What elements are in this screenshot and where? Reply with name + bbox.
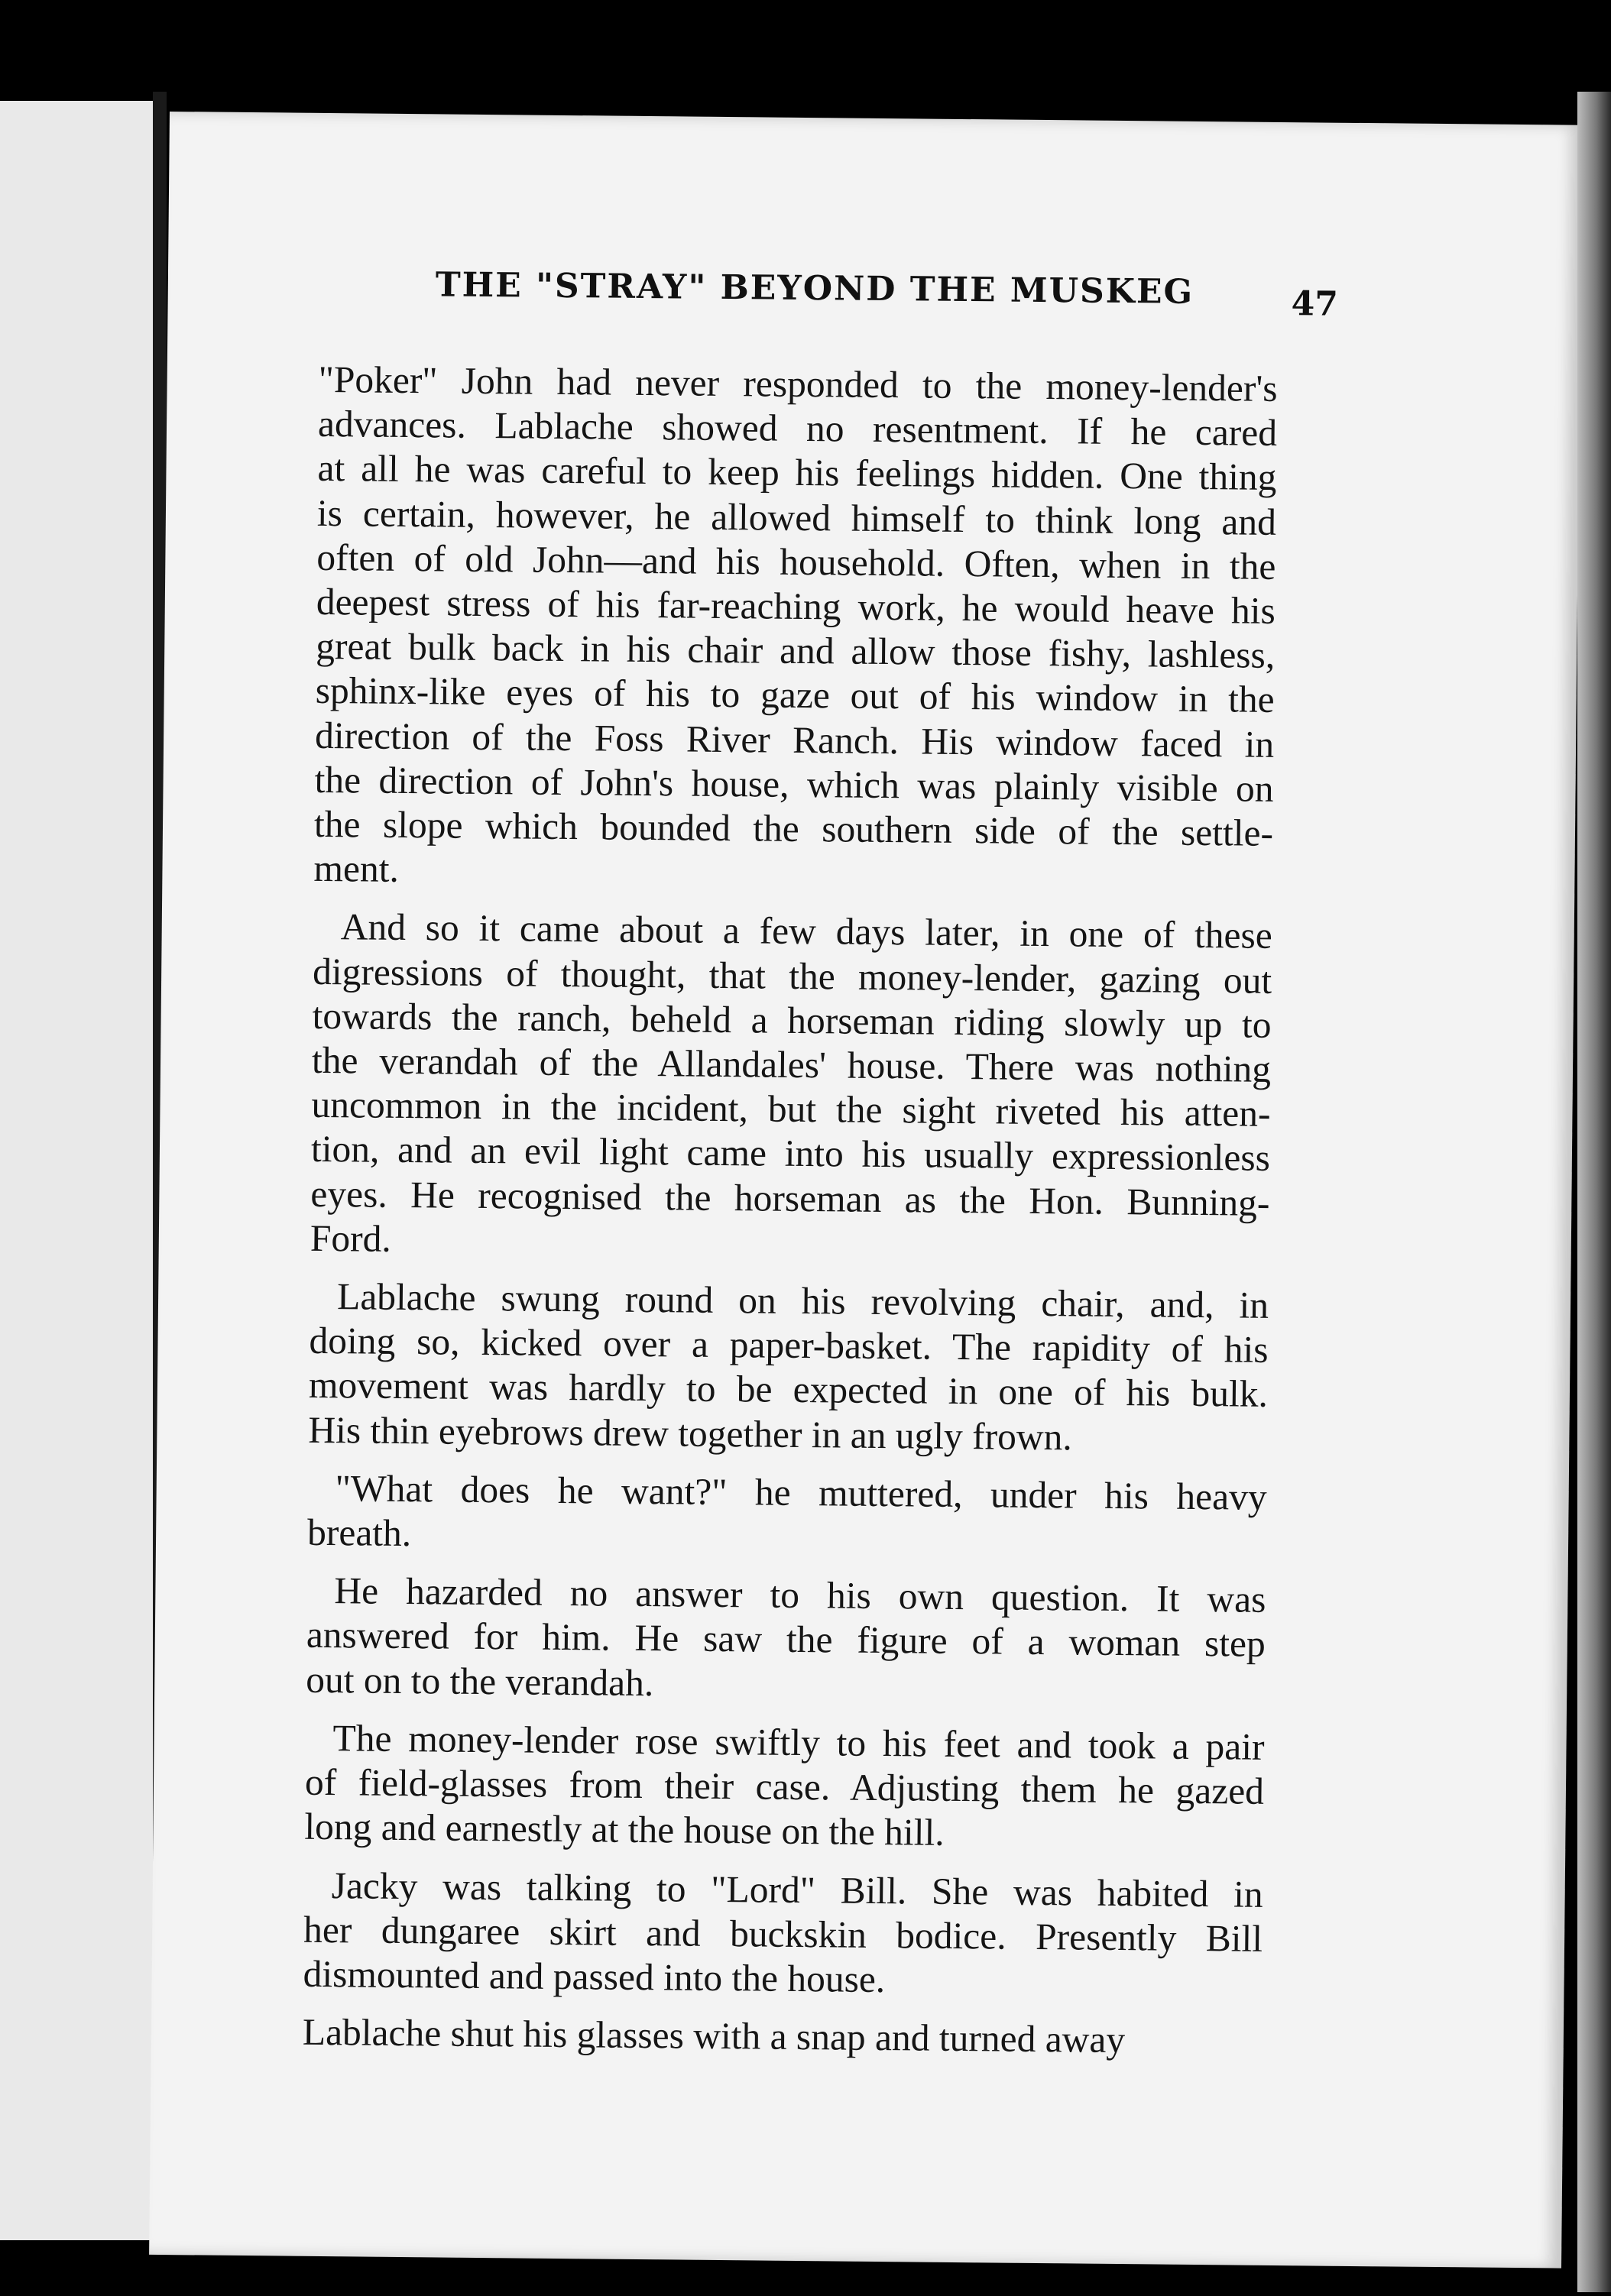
paragraph [307,1466,1267,1564]
text-line: digressions of thought, that the money-lender, gazing out [312,950,1272,1002]
paragraph [310,905,1272,1270]
text-line: great bulk back in his chair and allow those fishy, lashless, [316,625,1276,677]
text-line: doing so, kicked over a paper-basket. The rapidity of his [309,1320,1269,1371]
text-line: dismounted and passed into the house. [303,1952,886,2001]
text-line: His thin eyebrows drew together in an ugly frown. [308,1408,1073,1459]
text-line: eyes. He recognised the horseman as the Hon. Bunning- [310,1172,1270,1224]
paragraph [303,2010,1263,2064]
facing-page-edge [0,101,167,2240]
text-line: often of old John—and his household. Often, when in the [316,536,1276,588]
text-line: the direction of John's house, which was plainly visible on [314,758,1274,810]
text-line: answered for him. He saw the figure of a woman step [306,1614,1266,1666]
text-line: her dungaree skirt and buckskin bodice. Presently Bill [303,1908,1263,1960]
text-line: movement was hardly to be expected in one of his bulk. [308,1364,1269,1416]
text-line: deepest stress of his far-reaching work, he would heave his [316,580,1276,632]
text-line: long and earnestly at the house on the hill. [304,1805,945,1854]
page-number: 47 [1291,284,1339,324]
text-line: The money-lender rose swiftly to his feet and took a pair [332,1717,1265,1768]
running-head: THE "STRAY" BEYOND THE MUSKEG [435,265,1194,312]
text-line: sphinx-like eyes of his to gaze out of his window in the [315,669,1275,721]
text-line: "Poker" John had never responded to the money-lender's [318,358,1278,410]
text-line: ment. [313,847,400,891]
text-line: of field-glasses from their case. Adjusting them he gazed [304,1760,1265,1812]
text-line: breath. [306,1511,412,1555]
paragraph [304,1716,1265,1859]
paragraph [306,1569,1266,1711]
text-line: out on to the verandah. [306,1658,654,1704]
text-line: the verandah of the Allandales' house. There was nothing [311,1038,1272,1090]
text-line: Lablache swung round on his revolving chair, and, in [336,1275,1269,1326]
text-line: uncommon in the incident, but the sight riveted his atten- [311,1083,1271,1135]
text-line: at all he was careful to keep his feelings hidden. One thing [317,447,1277,499]
text-line: advances. Lablache showed no resentment. If he cared [317,403,1278,455]
text-line: Ford. [310,1216,392,1260]
paragraph [313,358,1278,900]
text-line: tion, and an evil light came into his usually expressionless [310,1128,1271,1180]
body-text [302,358,1277,2077]
text-line: the slope which bounded the southern side of the settle- [313,802,1274,854]
paragraph [308,1274,1269,1462]
text-line: direction of the Foss River Ranch. His window faced in [314,714,1275,766]
text-line: Lablache shut his glasses with a snap and turned away [302,2010,1126,2061]
text-line: Jacky was talking to "Lord" Bill. She was habited in [331,1864,1263,1915]
paragraph [303,1863,1263,2006]
text-line: is certain, however, he allowed himself to think long and [316,491,1277,543]
text-line: And so it came about a few days later, in one of these [340,905,1272,957]
text-line: "What does he want?" he muttered, under his heavy [335,1467,1267,1518]
text-line: He hazarded no answer to his own question. It was [334,1569,1266,1621]
scan-border [1577,92,1611,2292]
text-line: towards the ranch, beheld a horseman riding slowly up to [312,994,1272,1046]
book-page [149,112,1582,2268]
